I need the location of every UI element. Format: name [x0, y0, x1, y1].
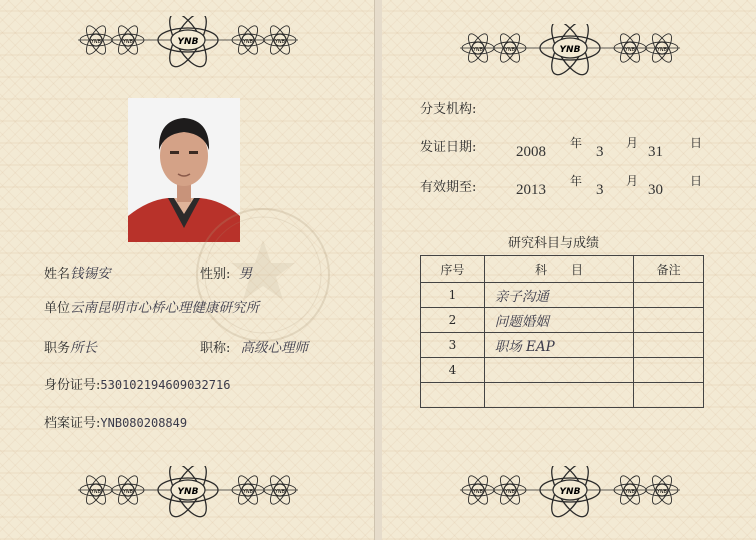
- row-note: [634, 358, 704, 383]
- svg-text:YNB: YNB: [274, 489, 286, 495]
- svg-text:YNB: YNB: [122, 489, 134, 495]
- row-no: 2: [421, 308, 485, 333]
- svg-text:YNB: YNB: [504, 47, 516, 53]
- svg-text:YNB: YNB: [242, 489, 254, 495]
- gender-field: [200, 262, 252, 282]
- row-no: [421, 383, 485, 408]
- emblem-bottom-right: [460, 466, 680, 518]
- row-subject: [484, 358, 633, 383]
- svg-text:YNB: YNB: [122, 39, 134, 45]
- row-note: [634, 283, 704, 308]
- issue-month-unit: 月: [626, 136, 639, 150]
- name-value: 钱锡安: [70, 266, 111, 282]
- table-row: [421, 333, 704, 358]
- emblem-top-right: [460, 24, 680, 76]
- gender-value: 男: [238, 266, 253, 282]
- row-note: [634, 333, 704, 358]
- row-no: 1: [421, 283, 485, 308]
- id-number-field: [44, 374, 230, 393]
- id-number-value: 530102194609032716: [100, 378, 231, 392]
- row-note: [634, 383, 704, 408]
- svg-text:YNB: YNB: [472, 489, 484, 495]
- issue-year: 2008: [516, 144, 546, 160]
- svg-text:YNB: YNB: [624, 47, 636, 53]
- emblem-bottom-left: [78, 466, 298, 518]
- title-value: 高级心理师: [240, 340, 309, 356]
- unit-value: 云南昆明市心桥心理健康研究所: [70, 300, 260, 316]
- unit-field: [44, 296, 259, 316]
- issue-date-label: 发证日期:: [420, 140, 477, 155]
- svg-text:YNB: YNB: [90, 39, 102, 45]
- svg-text:YNB: YNB: [472, 47, 484, 53]
- title-label: 职称:: [200, 341, 231, 356]
- unit-label: 单位: [44, 301, 71, 316]
- row-subject: 亲子沟通: [484, 283, 633, 308]
- branch-label: 分支机构:: [420, 102, 477, 117]
- id-number-label: 身份证号:: [44, 378, 101, 393]
- table-row: [421, 383, 704, 408]
- issue-day-unit: 日: [690, 136, 703, 150]
- position-label: 职务: [44, 341, 71, 356]
- svg-text:YNB: YNB: [274, 39, 286, 45]
- issue-year-unit: 年: [570, 136, 583, 150]
- row-note: [634, 308, 704, 333]
- svg-text:YNB: YNB: [656, 489, 668, 495]
- header-no: 序号: [421, 256, 485, 283]
- row-no: 3: [421, 333, 485, 358]
- gender-label: 性别:: [200, 267, 231, 282]
- name-label: 姓名: [44, 267, 71, 282]
- row-subject: 职场 EAP: [484, 333, 633, 358]
- svg-text:YNB: YNB: [656, 47, 668, 53]
- issue-day: 31: [648, 144, 663, 160]
- expiry-day-unit: 日: [690, 174, 703, 188]
- row-no: 4: [421, 358, 485, 383]
- expiry-month: 3: [596, 182, 604, 198]
- name-field: [44, 262, 111, 282]
- svg-text:YNB: YNB: [242, 39, 254, 45]
- branch-field: [420, 98, 476, 117]
- svg-text:YNB: YNB: [559, 45, 581, 55]
- header-note: 备注: [634, 256, 704, 283]
- expiry-year-unit: 年: [570, 174, 583, 188]
- row-subject: 问题婚姻: [484, 308, 633, 333]
- issue-month: 3: [596, 144, 604, 160]
- emblem-top-left: [78, 16, 298, 68]
- title-field: [200, 336, 308, 356]
- table-row: [421, 283, 704, 308]
- table-title: 研究科目与成绩: [508, 236, 600, 251]
- expiry-day: 30: [648, 182, 663, 198]
- svg-text:YNB: YNB: [177, 487, 199, 497]
- subjects-table: [420, 255, 704, 408]
- expiry-month-unit: 月: [626, 174, 639, 188]
- expiry-year: 2013: [516, 182, 546, 198]
- table-row: [421, 358, 704, 383]
- svg-text:YNB: YNB: [90, 489, 102, 495]
- svg-text:YNB: YNB: [624, 489, 636, 495]
- svg-text:YNB: YNB: [504, 489, 516, 495]
- row-subject: [484, 383, 633, 408]
- table-header-row: [421, 256, 704, 283]
- position-field: [44, 336, 97, 356]
- svg-text:YNB: YNB: [559, 487, 581, 497]
- table-row: [421, 308, 704, 333]
- svg-text:YNB: YNB: [177, 37, 199, 47]
- header-subject: 科 目: [484, 256, 633, 283]
- file-number-field: [44, 412, 187, 431]
- position-value: 所长: [70, 340, 98, 356]
- expiry-date-label: 有效期至:: [420, 180, 477, 195]
- file-number-value: YNB080208849: [100, 416, 188, 430]
- file-number-label: 档案证号:: [44, 416, 101, 431]
